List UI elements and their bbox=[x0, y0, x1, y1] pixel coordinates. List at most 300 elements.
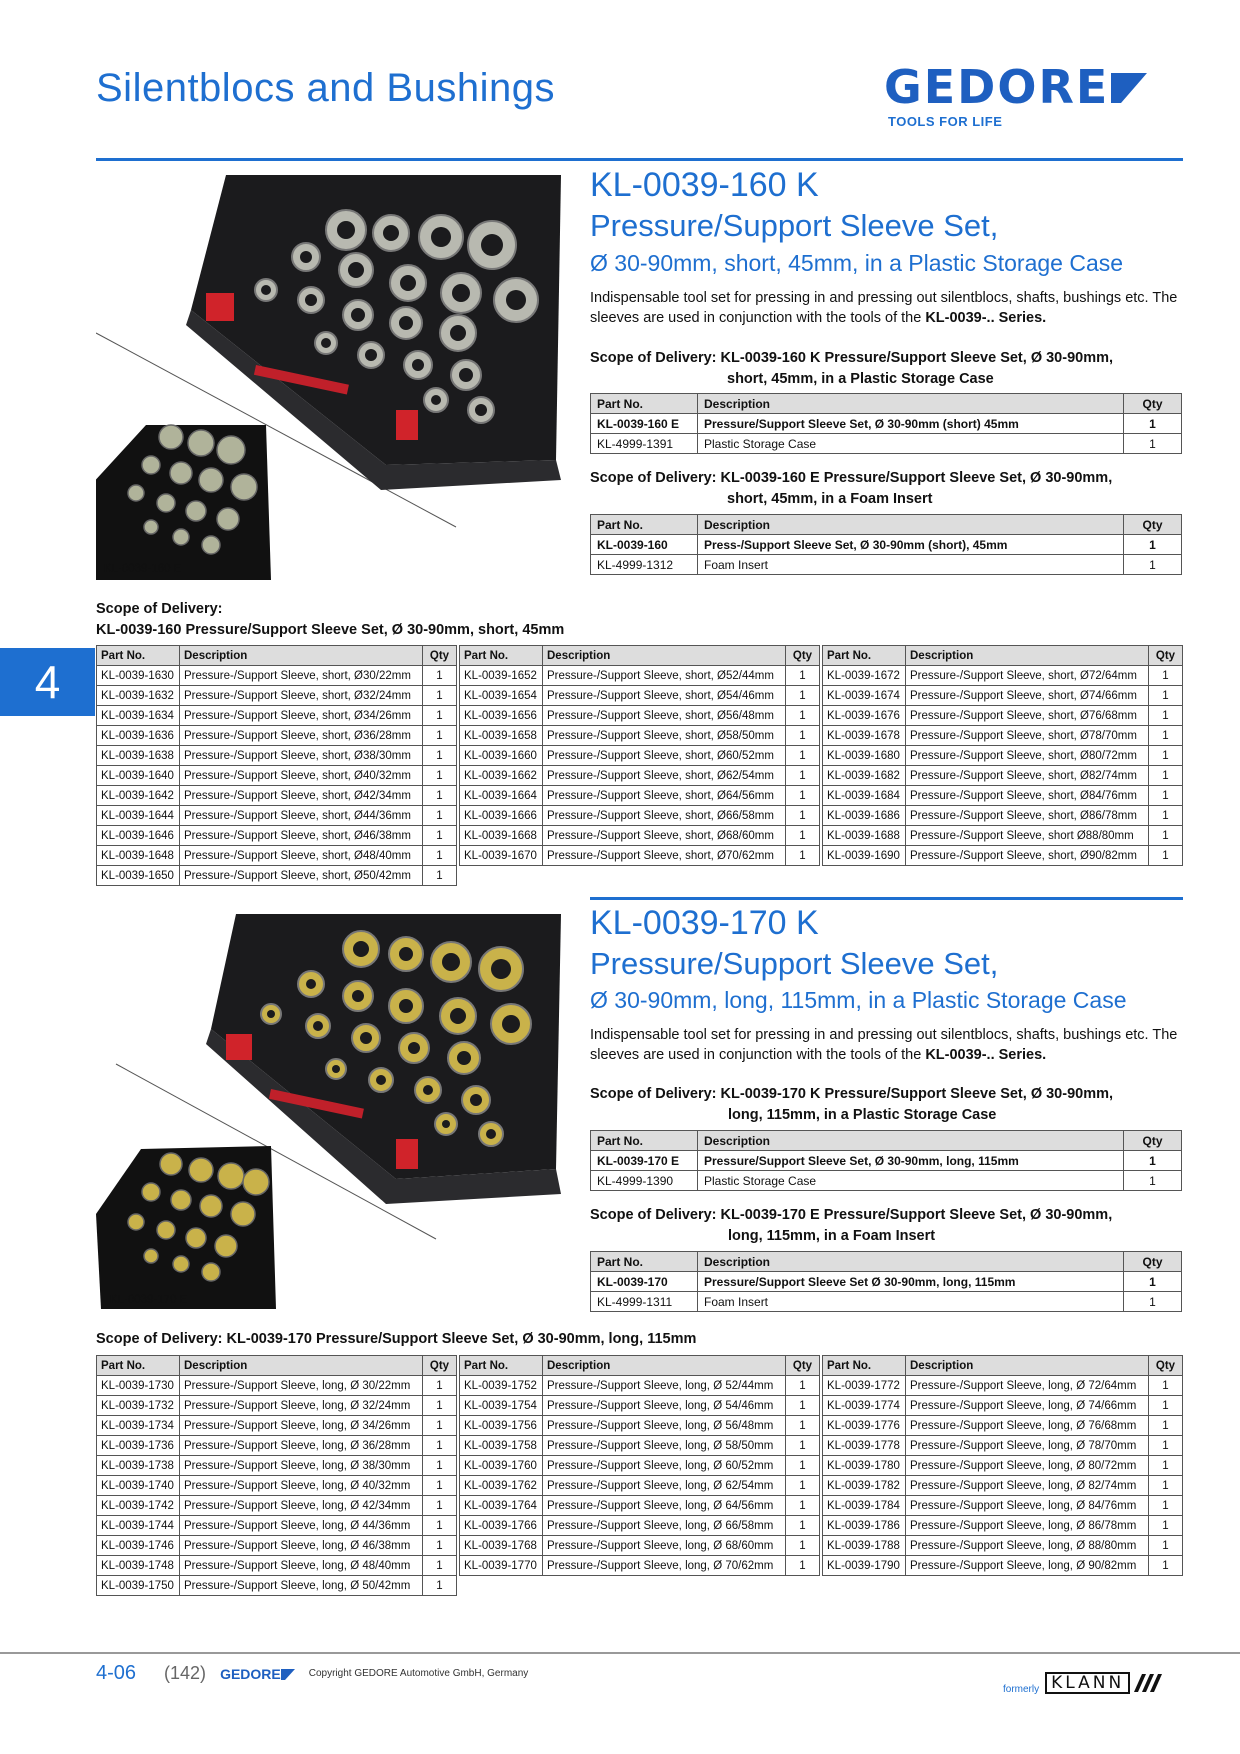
description: Pressure-/Support Sleeve, short, Ø44/36mm bbox=[180, 806, 423, 826]
part-no: KL-0039-1638 bbox=[97, 746, 180, 766]
table-row bbox=[823, 666, 1183, 686]
table-row bbox=[97, 1496, 457, 1516]
product-description bbox=[590, 1025, 1184, 1065]
table-row bbox=[460, 746, 820, 766]
table-row bbox=[823, 686, 1183, 706]
table-row bbox=[591, 1171, 1182, 1191]
col-qty: Qty bbox=[1124, 1252, 1182, 1272]
section-divider bbox=[96, 158, 1183, 161]
product-subtitle-detail: Ø 30-90mm, short, 45mm, in a Plastic Storage Case bbox=[590, 250, 1124, 276]
parts-table bbox=[459, 645, 820, 866]
description: Pressure-/Support Sleeve, short, Ø72/64mm bbox=[906, 666, 1149, 686]
table-row bbox=[97, 866, 457, 886]
table-row bbox=[97, 666, 457, 686]
formerly-label: formerly bbox=[1003, 1684, 1040, 1695]
qty: 1 bbox=[423, 706, 457, 726]
qty: 1 bbox=[423, 686, 457, 706]
description: Foam Insert bbox=[698, 1292, 1124, 1312]
col-part: Part No. bbox=[97, 646, 180, 666]
brand-slogan: TOOLS FOR LIFE bbox=[888, 114, 1003, 129]
description: Pressure-/Support Sleeve, short, Ø66/58mm bbox=[543, 806, 786, 826]
col-desc: Description bbox=[906, 1356, 1149, 1376]
klann-stripes-icon bbox=[1130, 1672, 1166, 1694]
scope-table bbox=[590, 1251, 1182, 1312]
part-no: KL-0039-170 E bbox=[591, 1151, 698, 1171]
table-row bbox=[97, 1516, 457, 1536]
part-no: KL-0039-1786 bbox=[823, 1516, 906, 1536]
table-row bbox=[97, 686, 457, 706]
col-part: Part No. bbox=[823, 1356, 906, 1376]
description: Pressure-/Support Sleeve, long, Ø 76/68mm bbox=[906, 1416, 1149, 1436]
product-subtitle: Pressure/Support Sleeve Set, bbox=[590, 946, 999, 981]
part-no: KL-0039-1654 bbox=[460, 686, 543, 706]
scope-table bbox=[590, 1130, 1182, 1191]
qty: 1 bbox=[423, 1396, 457, 1416]
part-no: KL-0039-1780 bbox=[823, 1456, 906, 1476]
description: Pressure-/Support Sleeve, long, Ø 38/30mm bbox=[180, 1456, 423, 1476]
description: Pressure-/Support Sleeve, long, Ø 68/60mm bbox=[543, 1536, 786, 1556]
part-no: KL-0039-1730 bbox=[97, 1376, 180, 1396]
scope-line: Scope of Delivery: KL-0039-170 K Pressure/Support Sleeve Set, Ø 30-90mm, bbox=[590, 1086, 1114, 1102]
table-row bbox=[460, 846, 820, 866]
col-qty: Qty bbox=[1124, 1131, 1182, 1151]
description-series: KL-0039-.. Series. bbox=[925, 1047, 1047, 1063]
table-row bbox=[460, 1496, 820, 1516]
qty: 1 bbox=[786, 806, 820, 826]
col-qty: Qty bbox=[786, 646, 820, 666]
description: Pressure-/Support Sleeve, short, Ø30/22mm bbox=[180, 666, 423, 686]
part-no: KL-4999-1311 bbox=[591, 1292, 698, 1312]
klann-logo bbox=[1003, 1670, 1166, 1695]
qty: 1 bbox=[786, 726, 820, 746]
table-row bbox=[823, 826, 1183, 846]
product-image-case-short bbox=[96, 175, 571, 585]
table-row bbox=[460, 1416, 820, 1436]
part-no: KL-0039-1668 bbox=[460, 826, 543, 846]
table-row bbox=[823, 846, 1183, 866]
description: Pressure-/Support Sleeve, long, Ø 36/28mm bbox=[180, 1436, 423, 1456]
part-no: KL-0039-1740 bbox=[97, 1476, 180, 1496]
table-header-row bbox=[591, 394, 1182, 414]
part-no: KL-0039-1690 bbox=[823, 846, 906, 866]
qty: 1 bbox=[1149, 1496, 1183, 1516]
qty: 1 bbox=[1149, 826, 1183, 846]
part-no: KL-0039-1676 bbox=[823, 706, 906, 726]
part-no: KL-0039-1776 bbox=[823, 1416, 906, 1436]
table-row bbox=[823, 1436, 1183, 1456]
description: Pressure-/Support Sleeve, long, Ø 50/42mm bbox=[180, 1576, 423, 1596]
page-title: Silentblocs and Bushings bbox=[96, 66, 555, 110]
qty: 1 bbox=[423, 766, 457, 786]
description: Pressure-/Support Sleeve, long, Ø 46/38mm bbox=[180, 1536, 423, 1556]
col-desc: Description bbox=[180, 646, 423, 666]
part-no: KL-0039-1634 bbox=[97, 706, 180, 726]
description: Pressure-/Support Sleeve, short, Ø74/66mm bbox=[906, 686, 1149, 706]
qty: 1 bbox=[1124, 1272, 1182, 1292]
description: Pressure-/Support Sleeve, short, Ø78/70mm bbox=[906, 726, 1149, 746]
table-row bbox=[460, 826, 820, 846]
page-label: 4-06 bbox=[96, 1662, 137, 1684]
part-no: KL-0039-1660 bbox=[460, 746, 543, 766]
qty: 1 bbox=[1149, 666, 1183, 686]
part-no: KL-0039-1752 bbox=[460, 1376, 543, 1396]
col-desc: Description bbox=[543, 646, 786, 666]
part-no: KL-0039-1734 bbox=[97, 1416, 180, 1436]
footer bbox=[96, 1662, 528, 1685]
table-row bbox=[97, 1576, 457, 1596]
product-title: KL-0039-170 K bbox=[590, 904, 819, 942]
scope-line: long, 115mm, in a Foam Insert bbox=[728, 1228, 936, 1244]
qty: 1 bbox=[423, 1456, 457, 1476]
qty: 1 bbox=[786, 686, 820, 706]
part-no: KL-0039-1778 bbox=[823, 1436, 906, 1456]
description: Pressure/Support Sleeve Set, Ø 30-90mm, long, 115mm bbox=[698, 1151, 1124, 1171]
part-no: KL-0039-1652 bbox=[460, 666, 543, 686]
qty: 1 bbox=[1149, 1536, 1183, 1556]
table-row bbox=[460, 666, 820, 686]
footer-divider bbox=[0, 1652, 1240, 1654]
description: Pressure-/Support Sleeve, short, Ø52/44mm bbox=[543, 666, 786, 686]
part-no: KL-0039-1746 bbox=[97, 1536, 180, 1556]
section-divider bbox=[590, 897, 1183, 900]
part-no: KL-0039-1744 bbox=[97, 1516, 180, 1536]
brand-arrow-icon bbox=[1111, 69, 1147, 105]
description: Foam Insert bbox=[698, 555, 1124, 575]
description: Pressure-/Support Sleeve, short, Ø34/26mm bbox=[180, 706, 423, 726]
part-no: KL-0039-1644 bbox=[97, 806, 180, 826]
qty: 1 bbox=[786, 1436, 820, 1456]
scope-line: Scope of Delivery: KL-0039-170 E Pressure/Support Sleeve Set, Ø 30-90mm, bbox=[590, 1207, 1113, 1223]
description: Pressure-/Support Sleeve, long, Ø 62/54mm bbox=[543, 1476, 786, 1496]
description: Pressure-/Support Sleeve, long, Ø 54/46mm bbox=[543, 1396, 786, 1416]
table-row bbox=[97, 846, 457, 866]
col-part-no: Part No. bbox=[591, 394, 698, 414]
part-no: KL-0039-1768 bbox=[460, 1536, 543, 1556]
part-no: KL-4999-1391 bbox=[591, 434, 698, 454]
part-no: KL-0039-1684 bbox=[823, 786, 906, 806]
table-row bbox=[460, 1476, 820, 1496]
qty: 1 bbox=[423, 1556, 457, 1576]
col-part: Part No. bbox=[460, 1356, 543, 1376]
part-no: KL-0039-1742 bbox=[97, 1496, 180, 1516]
qty: 1 bbox=[1149, 1376, 1183, 1396]
table-row bbox=[460, 1456, 820, 1476]
description: Pressure-/Support Sleeve, long, Ø 64/56mm bbox=[543, 1496, 786, 1516]
table-header-row bbox=[460, 646, 820, 666]
qty: 1 bbox=[423, 846, 457, 866]
description: Pressure-/Support Sleeve, short, Ø90/82mm bbox=[906, 846, 1149, 866]
part-no: KL-0039-1662 bbox=[460, 766, 543, 786]
part-no: KL-0039-1788 bbox=[823, 1536, 906, 1556]
qty: 1 bbox=[1124, 1171, 1182, 1191]
description-series: KL-0039-.. Series. bbox=[925, 310, 1047, 326]
table-row bbox=[823, 1516, 1183, 1536]
table-row bbox=[460, 766, 820, 786]
scope-line: Scope of Delivery: KL-0039-160 E Pressure/Support Sleeve Set, Ø 30-90mm, bbox=[590, 470, 1113, 486]
col-qty: Qty bbox=[423, 646, 457, 666]
description-text: Indispensable tool set for pressing in and pressing out silentblocs, shafts, bushings etc. The sleeves are used in conjunction with the tools of the bbox=[590, 290, 1178, 326]
table-row bbox=[823, 1396, 1183, 1416]
part-no: KL-0039-1670 bbox=[460, 846, 543, 866]
table-header-row bbox=[591, 1131, 1182, 1151]
part-no: KL-0039-1748 bbox=[97, 1556, 180, 1576]
part-no: KL-0039-1658 bbox=[460, 726, 543, 746]
description: Pressure-/Support Sleeve, short, Ø46/38mm bbox=[180, 826, 423, 846]
qty: 1 bbox=[1124, 1292, 1182, 1312]
scope-heading: Scope of Delivery: KL-0039-170 Pressure/Support Sleeve Set, Ø 30-90mm, long, 115mm bbox=[96, 1331, 697, 1347]
part-no: KL-0039-1774 bbox=[823, 1396, 906, 1416]
qty: 1 bbox=[786, 666, 820, 686]
qty: 1 bbox=[786, 706, 820, 726]
qty: 1 bbox=[786, 1376, 820, 1396]
qty: 1 bbox=[786, 1556, 820, 1576]
description: Pressure-/Support Sleeve, long, Ø 78/70mm bbox=[906, 1436, 1149, 1456]
qty: 1 bbox=[423, 1436, 457, 1456]
qty: 1 bbox=[1149, 806, 1183, 826]
product-description bbox=[590, 288, 1184, 328]
description: Pressure-/Support Sleeve, long, Ø 30/22mm bbox=[180, 1376, 423, 1396]
table-row bbox=[823, 1476, 1183, 1496]
part-no: KL-0039-1664 bbox=[460, 786, 543, 806]
part-no: KL-0039-1790 bbox=[823, 1556, 906, 1576]
table-row bbox=[823, 706, 1183, 726]
description: Pressure-/Support Sleeve, long, Ø 52/44mm bbox=[543, 1376, 786, 1396]
parts-table bbox=[96, 645, 457, 886]
qty: 1 bbox=[786, 1496, 820, 1516]
qty: 1 bbox=[1124, 434, 1182, 454]
description: Pressure-/Support Sleeve, long, Ø 56/48mm bbox=[543, 1416, 786, 1436]
product-subtitle: Pressure/Support Sleeve Set, bbox=[590, 208, 999, 243]
qty: 1 bbox=[1124, 535, 1182, 555]
description: Pressure-/Support Sleeve, short, Ø32/24mm bbox=[180, 686, 423, 706]
part-no: KL-0039-1766 bbox=[460, 1516, 543, 1536]
qty: 1 bbox=[786, 1536, 820, 1556]
table-row bbox=[823, 806, 1183, 826]
part-no: KL-0039-1756 bbox=[460, 1416, 543, 1436]
table-row bbox=[460, 1436, 820, 1456]
table-row bbox=[460, 1556, 820, 1576]
table-row bbox=[591, 1292, 1182, 1312]
table-row bbox=[97, 706, 457, 726]
scope-table bbox=[590, 393, 1182, 454]
product-subtitle-detail: Ø 30-90mm, long, 115mm, in a Plastic Storage Case bbox=[590, 987, 1127, 1013]
qty: 1 bbox=[423, 726, 457, 746]
description: Pressure-/Support Sleeve, short, Ø82/74mm bbox=[906, 766, 1149, 786]
qty: 1 bbox=[423, 1416, 457, 1436]
qty: 1 bbox=[423, 786, 457, 806]
description: Pressure-/Support Sleeve, long, Ø 82/74mm bbox=[906, 1476, 1149, 1496]
table-row bbox=[97, 806, 457, 826]
description: Pressure-/Support Sleeve, short, Ø42/34mm bbox=[180, 786, 423, 806]
description: Pressure-/Support Sleeve, long, Ø 74/66mm bbox=[906, 1396, 1149, 1416]
table-row bbox=[460, 1396, 820, 1416]
part-no: KL-0039-1630 bbox=[97, 666, 180, 686]
brand-wordmark bbox=[884, 62, 1184, 112]
part-no: KL-0039-1760 bbox=[460, 1456, 543, 1476]
table-row bbox=[823, 726, 1183, 746]
qty: 1 bbox=[423, 806, 457, 826]
table-row bbox=[97, 726, 457, 746]
qty: 1 bbox=[1149, 726, 1183, 746]
description: Pressure-/Support Sleeve, long, Ø 44/36mm bbox=[180, 1516, 423, 1536]
col-description: Description bbox=[698, 1131, 1124, 1151]
col-part: Part No. bbox=[460, 646, 543, 666]
qty: 1 bbox=[786, 766, 820, 786]
qty: 1 bbox=[786, 826, 820, 846]
scope-line: Scope of Delivery: bbox=[96, 601, 223, 617]
footer-brand: GEDORE bbox=[220, 1665, 281, 1682]
qty: 1 bbox=[1149, 1416, 1183, 1436]
col-part: Part No. bbox=[97, 1356, 180, 1376]
part-no: KL-0039-160 bbox=[591, 535, 698, 555]
table-row bbox=[823, 746, 1183, 766]
qty: 1 bbox=[1149, 1436, 1183, 1456]
description: Pressure/Support Sleeve Set Ø 30-90mm, long, 115mm bbox=[698, 1272, 1124, 1292]
col-description: Description bbox=[698, 394, 1124, 414]
description: Pressure-/Support Sleeve, short, Ø60/52mm bbox=[543, 746, 786, 766]
description: Pressure-/Support Sleeve, short, Ø70/62mm bbox=[543, 846, 786, 866]
part-no: KL-0039-1678 bbox=[823, 726, 906, 746]
description: Pressure-/Support Sleeve, short, Ø50/42mm bbox=[180, 866, 423, 886]
description: Pressure-/Support Sleeve, long, Ø 48/40mm bbox=[180, 1556, 423, 1576]
chapter-tab: 4 bbox=[0, 648, 95, 716]
table-row bbox=[823, 1496, 1183, 1516]
scope-heading bbox=[590, 1084, 1113, 1126]
part-no: KL-0039-1688 bbox=[823, 826, 906, 846]
qty: 1 bbox=[1149, 766, 1183, 786]
col-qty: Qty bbox=[423, 1356, 457, 1376]
description: Pressure-/Support Sleeve, long, Ø 84/76mm bbox=[906, 1496, 1149, 1516]
qty: 1 bbox=[786, 1476, 820, 1496]
qty: 1 bbox=[423, 1496, 457, 1516]
qty: 1 bbox=[786, 1516, 820, 1536]
gedore-logo bbox=[884, 62, 1184, 129]
description: Plastic Storage Case bbox=[698, 434, 1124, 454]
part-no: KL-0039-1632 bbox=[97, 686, 180, 706]
qty: 1 bbox=[786, 846, 820, 866]
table-row bbox=[97, 746, 457, 766]
table-row bbox=[591, 434, 1182, 454]
parts-table bbox=[822, 645, 1183, 866]
qty: 1 bbox=[1149, 1456, 1183, 1476]
table-row bbox=[591, 555, 1182, 575]
col-desc: Description bbox=[906, 646, 1149, 666]
qty: 1 bbox=[423, 826, 457, 846]
qty: 1 bbox=[786, 746, 820, 766]
description: Pressure-/Support Sleeve, long, Ø 42/34mm bbox=[180, 1496, 423, 1516]
qty: 1 bbox=[1124, 1151, 1182, 1171]
scope-heading bbox=[96, 599, 564, 641]
table-row bbox=[460, 1516, 820, 1536]
description: Pressure-/Support Sleeve, long, Ø 40/32mm bbox=[180, 1476, 423, 1496]
col-desc: Description bbox=[543, 1356, 786, 1376]
table-row bbox=[97, 786, 457, 806]
table-row bbox=[460, 686, 820, 706]
table-row bbox=[460, 806, 820, 826]
part-no: KL-0039-1642 bbox=[97, 786, 180, 806]
qty: 1 bbox=[1124, 414, 1182, 434]
table-row bbox=[97, 1556, 457, 1576]
table-row bbox=[823, 1556, 1183, 1576]
col-qty: Qty bbox=[1149, 646, 1183, 666]
qty: 1 bbox=[1149, 1556, 1183, 1576]
part-no: KL-0039-1666 bbox=[460, 806, 543, 826]
scope-line: long, 115mm, in a Plastic Storage Case bbox=[728, 1107, 997, 1123]
col-qty: Qty bbox=[786, 1356, 820, 1376]
description-text: Indispensable tool set for pressing in and pressing out silentblocs, shafts, bushings etc. The sleeves are used in conjunction with the tools of the bbox=[590, 1027, 1178, 1063]
col-qty: Qty bbox=[1124, 515, 1182, 535]
qty: 1 bbox=[423, 1576, 457, 1596]
qty: 1 bbox=[1149, 706, 1183, 726]
col-description: Description bbox=[698, 515, 1124, 535]
table-row bbox=[823, 1416, 1183, 1436]
qty: 1 bbox=[1149, 846, 1183, 866]
part-no: KL-0039-1648 bbox=[97, 846, 180, 866]
description: Pressure-/Support Sleeve, short, Ø54/46mm bbox=[543, 686, 786, 706]
table-row bbox=[97, 766, 457, 786]
part-no: KL-0039-1686 bbox=[823, 806, 906, 826]
scope-line: short, 45mm, in a Foam Insert bbox=[727, 491, 933, 507]
description: Pressure-/Support Sleeve, short, Ø84/76mm bbox=[906, 786, 1149, 806]
col-description: Description bbox=[698, 1252, 1124, 1272]
description: Press-/Support Sleeve Set, Ø 30-90mm (short), 45mm bbox=[698, 535, 1124, 555]
description: Pressure-/Support Sleeve, short, Ø48/40mm bbox=[180, 846, 423, 866]
parts-table bbox=[822, 1355, 1183, 1576]
table-header-row bbox=[823, 646, 1183, 666]
part-no: KL-0039-1640 bbox=[97, 766, 180, 786]
qty: 1 bbox=[1124, 555, 1182, 575]
page-number: (142) bbox=[164, 1663, 207, 1683]
part-no: KL-0039-1650 bbox=[97, 866, 180, 886]
description: Pressure-/Support Sleeve, long, Ø 88/80mm bbox=[906, 1536, 1149, 1556]
part-no: KL-0039-1736 bbox=[97, 1436, 180, 1456]
part-no: KL-4999-1390 bbox=[591, 1171, 698, 1191]
copyright: Copyright GEDORE Automotive GmbH, Germany bbox=[308, 1668, 529, 1679]
table-row bbox=[823, 786, 1183, 806]
table-row bbox=[97, 826, 457, 846]
part-no: KL-0039-170 bbox=[591, 1272, 698, 1292]
qty: 1 bbox=[423, 1536, 457, 1556]
table-row bbox=[97, 1536, 457, 1556]
qty: 1 bbox=[1149, 786, 1183, 806]
col-part-no: Part No. bbox=[591, 1252, 698, 1272]
part-no: KL-0039-1656 bbox=[460, 706, 543, 726]
description: Pressure-/Support Sleeve, short, Ø40/32mm bbox=[180, 766, 423, 786]
table-row bbox=[591, 1272, 1182, 1292]
part-no: KL-0039-1732 bbox=[97, 1396, 180, 1416]
table-row bbox=[97, 1416, 457, 1436]
description: Pressure-/Support Sleeve, long, Ø 32/24mm bbox=[180, 1396, 423, 1416]
description: Pressure-/Support Sleeve, short, Ø80/72mm bbox=[906, 746, 1149, 766]
description: Pressure-/Support Sleeve, long, Ø 80/72mm bbox=[906, 1456, 1149, 1476]
description: Pressure-/Support Sleeve, short, Ø64/56mm bbox=[543, 786, 786, 806]
description: Pressure-/Support Sleeve, long, Ø 72/64mm bbox=[906, 1376, 1149, 1396]
part-no: KL-0039-1782 bbox=[823, 1476, 906, 1496]
part-no: KL-0039-1646 bbox=[97, 826, 180, 846]
part-no: KL-0039-160 E bbox=[591, 414, 698, 434]
part-no: KL-0039-1750 bbox=[97, 1576, 180, 1596]
table-row bbox=[97, 1436, 457, 1456]
qty: 1 bbox=[1149, 1476, 1183, 1496]
qty: 1 bbox=[786, 786, 820, 806]
col-qty: Qty bbox=[1124, 394, 1182, 414]
table-header-row bbox=[97, 1356, 457, 1376]
table-header-row bbox=[97, 646, 457, 666]
description: Pressure-/Support Sleeve, short, Ø62/54mm bbox=[543, 766, 786, 786]
description: Pressure-/Support Sleeve, long, Ø 90/82mm bbox=[906, 1556, 1149, 1576]
part-no: KL-0039-1738 bbox=[97, 1456, 180, 1476]
description: Pressure-/Support Sleeve, short Ø88/80mm bbox=[906, 826, 1149, 846]
